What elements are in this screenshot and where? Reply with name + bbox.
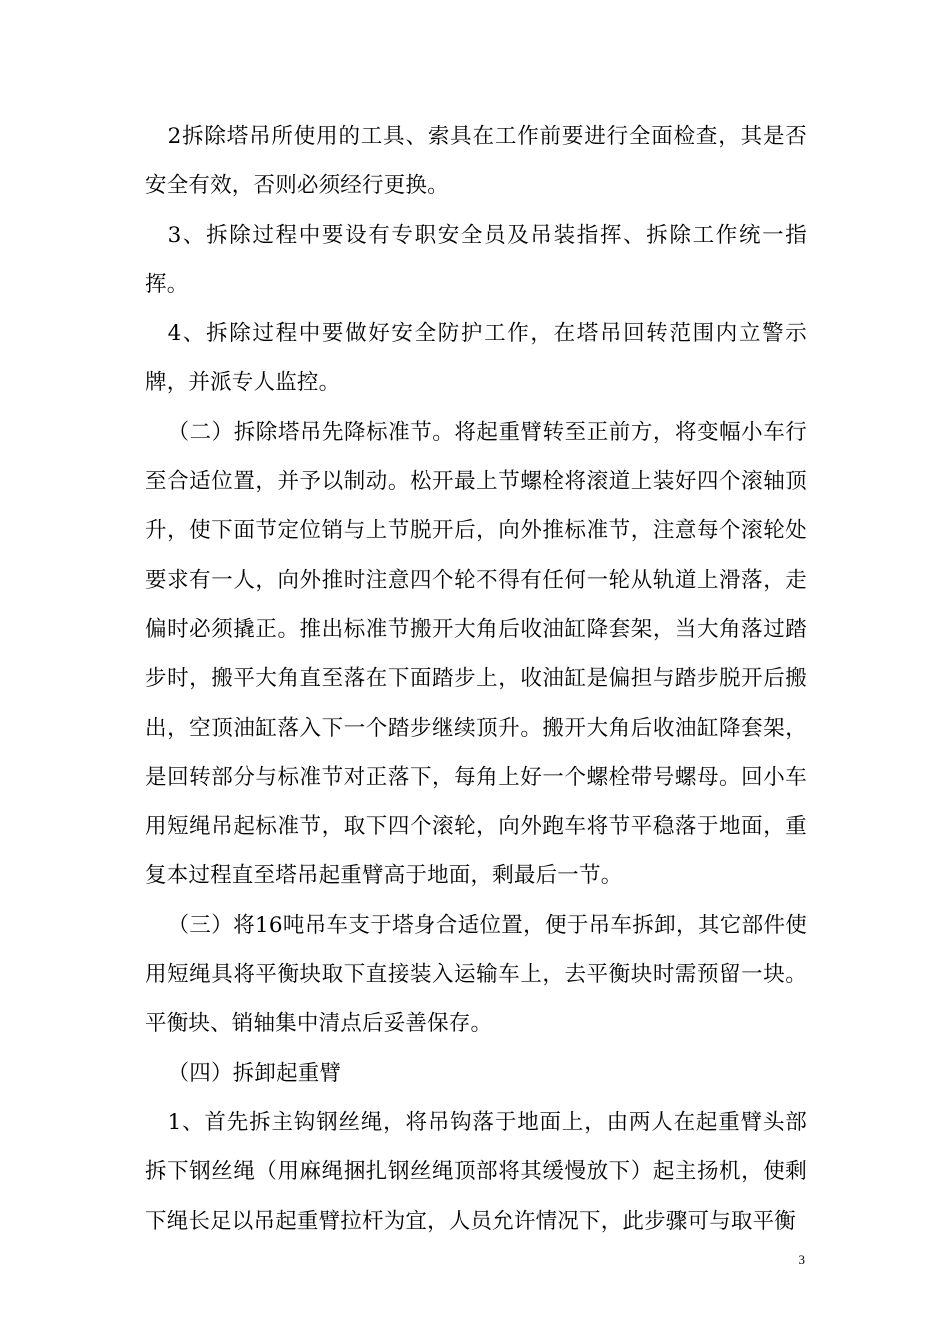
paragraph-safety-protection: 4、拆除过程中要做好安全防护工作，在塔吊回转范围内立警示牌，并派专人监控。 bbox=[145, 321, 807, 396]
page-number: 3 bbox=[798, 1252, 805, 1267]
paragraph-safety-officer: 3、拆除过程中要设有专职安全员及吊装指挥、拆除工作统一指挥。 bbox=[145, 222, 807, 297]
paragraph-section-two-lower-sections: （二）拆除塔吊先降标准节。将起重臂转至正前方，将变幅小车行至合适位置，并予以制动。松开最上节螺栓将滚道上装好四个滚轴顶升，使下面节定位销与上节脱开后，向外推标准节，注意每个滚轮处要求有一人，向外推时注意四个轮不得有任何一轮从轨道上滑落，走偏时必须撬正。推出标准节搬开大角后收油缸降套架，当大角落过踏步时，搬平大角直至落在下面踏步上，收油缸是偏担与踏步脱开后搬出，空顶油缸落入下一个踏步继续顶升。搬开大角后收油缸降套架，是回转部分与标准节对正落下，每角上好一个螺栓带号螺母。回小车用短绳吊起标准节，取下四个滚轮，向外跑车将节平稳落于地面，重复本过程直至塔吊起重臂高于地面，剩最后一节。 bbox=[145, 419, 807, 889]
paragraph-remove-hook-rope: 1、首先拆主钩钢丝绳，将吊钩落于地面上，由两人在起重臂头部拆下钢丝绳（用麻绳捆扎钢丝绳顶部将其缓慢放下）起主扬机，使剩下绳长足以吊起重臂拉杆为宜，人员允许情况下，此步骤可与取平衡 bbox=[145, 1109, 807, 1234]
document-body bbox=[145, 112, 807, 1246]
paragraph-tool-inspection: 2拆除塔吊所使用的工具、索具在工作前要进行全面检查，其是否安全有效，否则必须经行更换。 bbox=[145, 124, 807, 199]
paragraph-section-three-counterweight: （三）将16吨吊车支于塔身合适位置，便于吊车拆卸，其它部件使用短绳具将平衡块取下直接装入运输车上，去平衡块时需预留一块。平衡块、销轴集中清点后妥善保存。 bbox=[145, 912, 807, 1037]
section-heading-four: （四）拆卸起重臂 bbox=[167, 1060, 342, 1086]
